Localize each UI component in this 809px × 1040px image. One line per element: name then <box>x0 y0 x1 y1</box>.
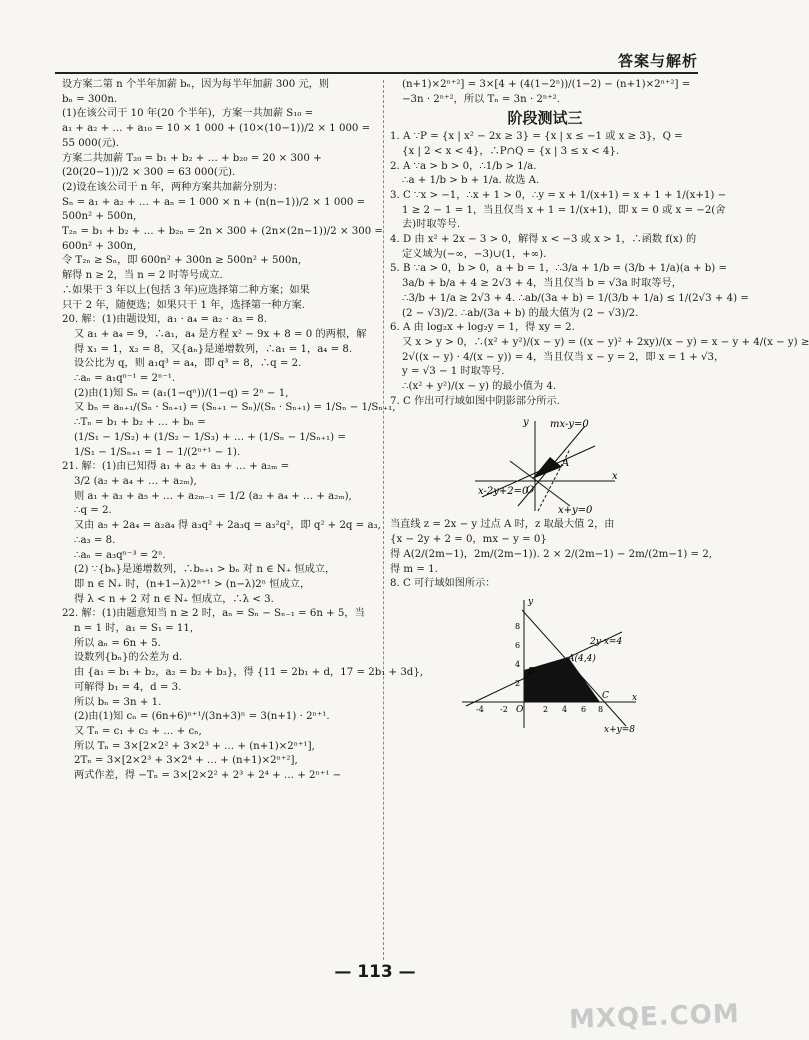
fig7-label-mx-y: mx-y=0 <box>550 419 589 431</box>
text-line: 即 n ∈ N₊ 时，(n+1−λ)2ⁿ⁺¹ > (n−λ)2ⁿ 恒成立， <box>74 578 311 590</box>
text-line: 1/S₁ − 1/Sₙ₊₁ = 1 − 1/(2ⁿ⁺¹ − 1). <box>74 446 241 458</box>
text-line: 55 000(元). <box>62 137 120 149</box>
text-line: 22. 解：(1)由题意知当 n ≥ 2 时，aₙ = Sₙ − Sₙ₋₁ = 6n + 5，当 <box>62 608 365 620</box>
text-line: a₁ + a₂ + … + a₁₀ = 10 × 1 000 + (10×(10−1))/2 × 1 000 = <box>62 123 371 135</box>
text-line: 600n² + 300n, <box>62 240 137 252</box>
x-tick: 8 <box>598 704 604 714</box>
fig8-label-x: x <box>632 692 638 703</box>
y-tick: 8 <box>515 621 521 631</box>
x-tick: 2 <box>543 704 549 714</box>
text-line: 设数列{bₙ}的公差为 d. <box>74 652 183 664</box>
section-title: 阶段测试三 <box>507 109 583 128</box>
fig8-label-c: C <box>602 690 609 701</box>
text-line: n = 1 时，a₁ = S₁ = 11, <box>74 623 194 635</box>
text-line: (2 − √3)/2. ∴ab/(3a + b) 的最大值为 (2 − √3)/2. <box>402 307 639 319</box>
fig8-label-2y-x: 2y-x=4 <box>590 636 623 647</box>
text-line: 得 m = 1. <box>390 563 438 575</box>
text-line: 6. A 由 log₂x + log₂y = 1，得 xy = 2. <box>390 322 575 334</box>
fig8-label-b: B <box>528 666 535 677</box>
fig8-label-y: y <box>528 596 534 607</box>
text-line: {x | 2 < x < 4}，∴P∩Q = {x | 3 ≤ x < 4}. <box>402 145 620 157</box>
text-line: (n+1)×2ⁿ⁺²] = 3×[4 + (4(1−2ⁿ))/(1−2) − (n+1)×2ⁿ⁺²] = <box>402 79 691 90</box>
text-line: 方案二共加薪 T₂₀ = b₁ + b₂ + … + b₂₀ = 20 × 300 + <box>62 152 322 164</box>
text-line: Sₙ = a₁ + a₂ + … + aₙ = 1 000 × n + (n(n−1))/2 × 1 000 = <box>62 196 366 208</box>
text-line: 去)时取等号. <box>402 219 461 231</box>
line-x+y <box>510 461 570 506</box>
text-line: ∴如果干 3 年以上(包括 3 年)应选择第二种方案；如果 <box>62 284 310 296</box>
text-line: (1)在该公司干 10 年(20 个半年)，方案一共加薪 S₁₀ = <box>62 108 314 120</box>
text-line: (1/S₁ − 1/S₂) + (1/S₂ − 1/S₃) + … + (1/Sₙ − 1/Sₙ₊₁) = <box>74 431 346 443</box>
page-header-title: 答案与解析 <box>617 52 698 70</box>
text-line: 当直线 z = 2x − y 过点 A 时，z 取最大值 2，由 <box>390 519 615 531</box>
text-line: (2)设在该公司干 n 年，两种方案共加薪分别为： <box>62 181 284 193</box>
text-line: 2Tₙ = 3×[2×2³ + 3×2⁴ + … + (n+1)×2ⁿ⁺²], <box>74 755 298 767</box>
text-line: ∴(x² + y²)/(x − y) 的最小值为 4. <box>402 381 557 393</box>
text-line: ∴aₙ = a₃qⁿ⁻³ = 2ⁿ. <box>74 549 166 561</box>
watermark: MXQE.COM <box>568 999 741 1035</box>
text-line: 令 T₂ₙ ≥ Sₙ，即 600n² + 300n ≥ 500n² + 500n, <box>62 255 302 267</box>
fig7-label-x+y: x+y=0 <box>558 505 593 517</box>
text-line: 由 {a₁ = b₁ + b₂，a₂ = b₂ + b₃}，得 {11 = 2b₁ + d，17 = 2b₁ + 3d}, <box>74 667 424 679</box>
text-line: 1. A ∵P = {x | x² − 2x ≥ 3} = {x | x ≤ −1 或 x ≥ 3}，Q = <box>390 131 683 143</box>
text-line: 3a/b + b/a + 4 ≥ 2√3 + 4，当且仅当 b = √3a 时取等号， <box>402 278 682 290</box>
text-line: 3. C ∵x > −1，∴x + 1 > 0，∴y = x + 1/(x+1) = x + 1 + 1/(x+1) − <box>390 189 727 201</box>
text-line: 可解得 b₁ = 4，d = 3. <box>74 681 182 693</box>
text-line: 定义域为(−∞，−3)∪(1，+∞). <box>402 248 547 260</box>
text-line: ∴a + 1/b > b + 1/a. 故选 A. <box>402 175 540 187</box>
text-line: (2)由(1)知 cₙ = (6n+6)ⁿ⁺¹/(3n+3)ⁿ = 3(n+1) · 2ⁿ⁺¹. <box>74 711 330 723</box>
text-line: 所以 bₙ = 3n + 1. <box>74 696 162 708</box>
text-line: bₙ = 300n. <box>62 93 118 105</box>
fig7-label-origin: O <box>526 485 535 497</box>
text-line: (2)由(1)知 Sₙ = (a₁(1−qⁿ))/(1−q) = 2ⁿ − 1, <box>74 387 289 399</box>
y-tick: 6 <box>515 640 521 650</box>
text-line: 只干 2 年，随便选；如果只干 1 年，选择第一种方案. <box>62 299 306 311</box>
text-line: 得 x₁ = 1，x₂ = 8，又{aₙ}是递增数列，∴a₁ = 1，a₄ = 8. <box>74 343 353 355</box>
text-line: ∴3/b + 1/a ≥ 2√3 + 4. ∴ab/(3a + b) = 1/(3/b + 1/a) ≤ 1/(2√3 + 4) = <box>402 292 749 304</box>
text-line: 2. A ∵a > b > 0，∴1/b > 1/a. <box>390 160 537 172</box>
text-line: 设公比为 q，则 a₁q³ = a₄，即 q³ = 8，∴q = 2. <box>74 358 302 370</box>
page-number: — 113 — <box>334 962 416 982</box>
text-line: ∴Tₙ = b₁ + b₂ + … + bₙ = <box>74 417 206 429</box>
text-line: ∴aₙ = a₁qⁿ⁻¹ = 2ⁿ⁻¹. <box>74 373 176 385</box>
text-line: ∴q = 2. <box>74 505 112 517</box>
text-line: 8. C 可行域如图所示： <box>390 578 496 590</box>
x-tick: 6 <box>581 704 587 714</box>
figure-8 <box>390 594 700 734</box>
text-line: ∴a₃ = 8. <box>74 534 116 546</box>
column-divider <box>383 80 384 960</box>
x-tick: -4 <box>476 704 484 714</box>
y-tick: 4 <box>515 659 521 669</box>
text-line: 两式作差，得 −Tₙ = 3×[2×2² + 2³ + 2⁴ + … + 2ⁿ⁺¹ − <box>74 770 342 782</box>
text-line: {x − 2y + 2 = 0，mx − y = 0} <box>390 534 547 546</box>
text-line: 3/2 (a₂ + a₄ + … + a₂ₘ), <box>74 475 197 487</box>
text-line: (2) ∵{bₙ}是递增数列，∴bₙ₊₁ > bₙ 对 n ∈ N₊ 恒成立， <box>74 564 336 576</box>
text-line: 又 bₙ = aₙ₊₁/(Sₙ · Sₙ₊₁) = (Sₙ₊₁ − Sₙ)/(Sₙ · Sₙ₊₁) = 1/Sₙ − 1/Sₙ₊₁, <box>74 402 396 414</box>
text-line: 又 a₁ + a₄ = 9，∴a₁，a₄ 是方程 x² − 9x + 8 = 0 的两根，解 <box>74 328 367 340</box>
fig7-label-a: A <box>562 458 570 470</box>
fig8-label-x+y: x+y=8 <box>604 724 635 735</box>
text-line: 4. D 由 x² + 2x − 3 > 0，解得 x < −3 或 x > 1，∴函数 f(x) 的 <box>390 234 697 246</box>
x-tick: 4 <box>562 704 568 714</box>
right-column-top <box>390 78 700 107</box>
text-line: 又由 a₅ + 2a₄ = a₂a₄ 得 a₃q² + 2a₃q = a₃²q²，即 q² + 2q = a₃, <box>74 520 381 532</box>
text-line: 则 a₁ + a₃ + a₅ + … + a₂ₘ₋₁ = 1/2 (a₂ + a₄ + … + a₂ₘ), <box>74 490 352 502</box>
text-line: 21. 解：(1)由已知得 a₁ + a₂ + a₃ + … + a₂ₘ = <box>62 461 290 473</box>
header-rule <box>55 72 698 74</box>
text-line: −3n · 2ⁿ⁺²，所以 Tₙ = 3n · 2ⁿ⁺². <box>402 93 561 105</box>
text-line: 1 ≥ 2 − 1 = 1，当且仅当 x + 1 = 1/(x+1)，即 x = 0 或 x = −2(舍 <box>402 204 726 216</box>
y-tick: 2 <box>515 678 521 688</box>
text-line: 20. 解：(1)由题设知，a₁ · a₄ = a₂ · a₃ = 8. <box>62 314 267 326</box>
text-line: 500n² + 500n, <box>62 211 137 223</box>
text-line: 得 A(2/(2m−1)，2m/(2m−1)). 2 × 2/(2m−1) − 2m/(2m−1) = 2, <box>390 548 713 560</box>
fig8-label-a: A(4,4) <box>568 653 596 664</box>
text-line: 设方案二第 n 个半年加薪 bₙ，因为每半年加薪 300 元，则 <box>62 79 330 90</box>
text-line: 7. C 作出可行域如图中阴影部分所示. <box>390 395 560 407</box>
fig8-label-origin: O <box>516 704 524 715</box>
text-line: 解得 n ≥ 2，当 n = 2 时等号成立. <box>62 270 223 282</box>
fig7-label-x-2y+2: x-2y+2=0 <box>478 486 529 498</box>
fig7-label-x: x <box>612 471 618 483</box>
text-line: 又 Tₙ = c₁ + c₂ + … + cₙ, <box>74 725 202 737</box>
right-column <box>390 78 809 736</box>
text-line: 又 x > y > 0，∴(x² + y²)/(x − y) = ((x − y)² + 2xy)/(x − y) = x − y + 4/(x − y) ≥ <box>402 336 809 348</box>
text-line: 5. B ∵a > 0，b > 0，a + b = 1，∴3/a + 1/b = (3/b + 1/a)(a + b) = <box>390 263 728 275</box>
x-tick: -2 <box>500 704 508 714</box>
right-column-main <box>390 130 809 409</box>
text-line: 得 λ < n + 2 对 n ∈ N₊ 恒成立，∴λ < 3. <box>74 593 274 605</box>
text-line: 所以 aₙ = 6n + 5. <box>74 637 161 649</box>
text-line: (20(20−1))/2 × 300 = 63 000(元). <box>62 167 236 179</box>
text-line: T₂ₙ = b₁ + b₂ + … + b₂ₙ = 2n × 300 + (2n×(2n−1))/2 × 300 = <box>62 226 383 238</box>
text-line: 所以 Tₙ = 3×[2×2² + 3×2³ + … + (n+1)×2ⁿ⁺¹], <box>74 740 315 752</box>
text-line: 2√((x − y) · 4/(x − y)) = 4，当且仅当 x − y = 2，即 x = 1 + √3， <box>402 351 725 363</box>
right-column-after-fig7 <box>390 518 713 592</box>
text-line: y = √3 − 1 时取等号. <box>402 366 505 378</box>
figure-7 <box>390 411 700 516</box>
fig7-label-y: y <box>523 417 529 429</box>
